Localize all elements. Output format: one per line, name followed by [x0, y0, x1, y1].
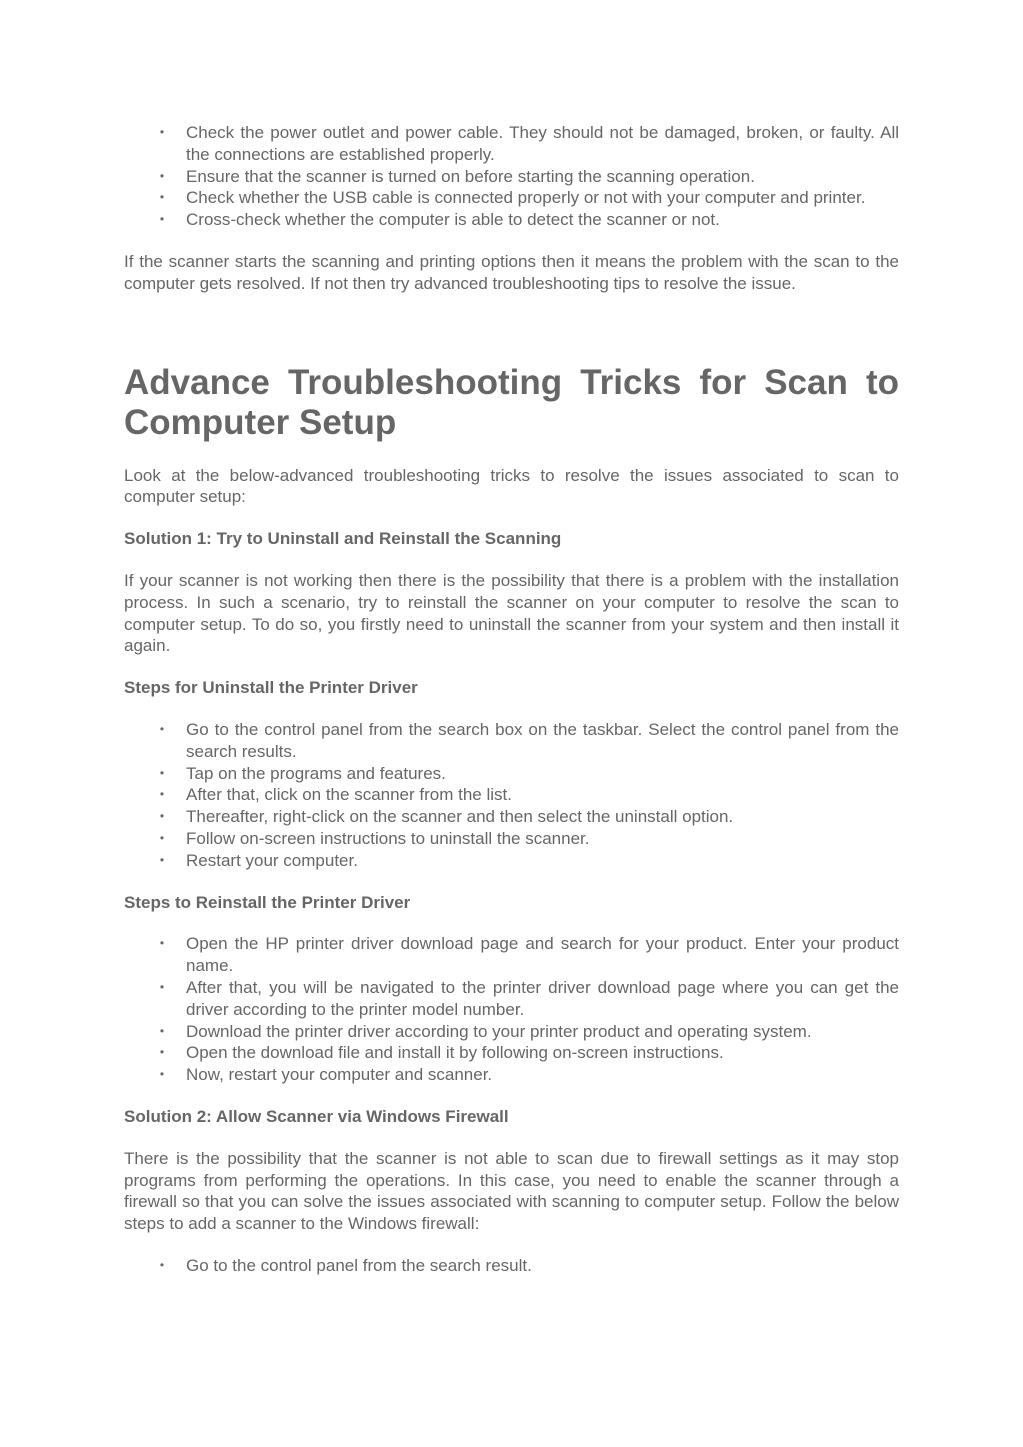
- solution1-paragraph: If your scanner is not working then there is the possibility that there is a problem with the installation process. In such a scenario, try to reinstall the scanner on your computer to resolve the scan to computer setup. To do so, you firstly need to uninstall the scanner from your system and then install it again.: [124, 570, 899, 656]
- list-item: • Ensure that the scanner is turned on before starting the scanning operation.: [124, 166, 899, 188]
- list-item: • Cross-check whether the computer is able to detect the scanner or not.: [124, 209, 899, 231]
- bullet-icon: •: [159, 1045, 165, 1060]
- solution1-heading: Solution 1: Try to Uninstall and Reinstall the Scanning: [124, 529, 562, 549]
- list-item: • Follow on-screen instructions to uninstall the scanner.: [124, 828, 899, 850]
- list-item: • Restart your computer.: [124, 850, 899, 872]
- uninstall-steps: [124, 719, 899, 872]
- bullet-icon: •: [159, 979, 165, 994]
- reinstall-heading: Steps to Reinstall the Printer Driver: [124, 892, 411, 912]
- bullet-icon: •: [159, 190, 165, 205]
- list-item: • Open the HP printer driver download page and search for your product. Enter your product name.: [124, 933, 899, 977]
- bullet-icon: •: [159, 1067, 165, 1082]
- section-intro: Look at the below-advanced troubleshooting tricks to resolve the issues associated to scan to computer setup:: [124, 465, 899, 507]
- bullet-icon: •: [159, 787, 165, 802]
- list-item: • Open the download file and install it by following on-screen instructions.: [124, 1042, 899, 1064]
- bullet-icon: •: [159, 830, 165, 845]
- bullet-icon: •: [159, 765, 165, 780]
- uninstall-heading: Steps for Uninstall the Printer Driver: [124, 678, 418, 698]
- solution2-steps: [124, 1255, 899, 1277]
- solution2-paragraph: There is the possibility that the scanner is not able to scan due to firewall settings as it may stop programs from performing the operations. In this case, you need to enable the scanner through a firewall so that you can solve the issues associated with scanning to computer setup. Follow the below steps to add a scanner to the Windows firewall:: [124, 1148, 899, 1234]
- bullet-icon: •: [159, 852, 165, 867]
- list-item: • Check whether the USB cable is connected properly or not with your computer and printer.: [124, 187, 899, 209]
- intro-checklist: [124, 122, 899, 231]
- list-item: • Check the power outlet and power cable. They should not be damaged, broken, or faulty. All the connections are established properly.: [124, 122, 899, 166]
- section-heading: Advance Troubleshooting Tricks for Scan to Computer Setup: [124, 362, 899, 442]
- bullet-icon: •: [159, 1257, 165, 1272]
- list-item: • After that, click on the scanner from the list.: [124, 784, 899, 806]
- intro-paragraph: If the scanner starts the scanning and printing options then it means the problem with the scan to the computer gets resolved. If not then try advanced troubleshooting tips to resolve the issue.: [124, 251, 899, 293]
- list-item: • Now, restart your computer and scanner.: [124, 1064, 899, 1086]
- solution2-heading: Solution 2: Allow Scanner via Windows Firewall: [124, 1106, 509, 1126]
- bullet-icon: •: [159, 809, 165, 824]
- bullet-icon: •: [159, 125, 165, 139]
- list-item: • Tap on the programs and features.: [124, 763, 899, 785]
- list-item: • Download the printer driver according to your printer product and operating system.: [124, 1021, 899, 1043]
- list-item: • Go to the control panel from the search result.: [124, 1255, 899, 1277]
- list-item: • Go to the control panel from the search box on the taskbar. Select the control panel from the search results.: [124, 719, 899, 763]
- bullet-icon: •: [159, 168, 165, 183]
- bullet-icon: •: [159, 212, 165, 227]
- bullet-icon: •: [159, 936, 165, 951]
- bullet-icon: •: [159, 721, 165, 736]
- list-item: • Thereafter, right-click on the scanner and then select the uninstall option.: [124, 806, 899, 828]
- list-item: • After that, you will be navigated to the printer driver download page where you can get the driver according to the printer model number.: [124, 977, 899, 1021]
- reinstall-steps: [124, 933, 899, 1086]
- document-page: [124, 122, 899, 1277]
- bullet-icon: •: [159, 1023, 165, 1038]
